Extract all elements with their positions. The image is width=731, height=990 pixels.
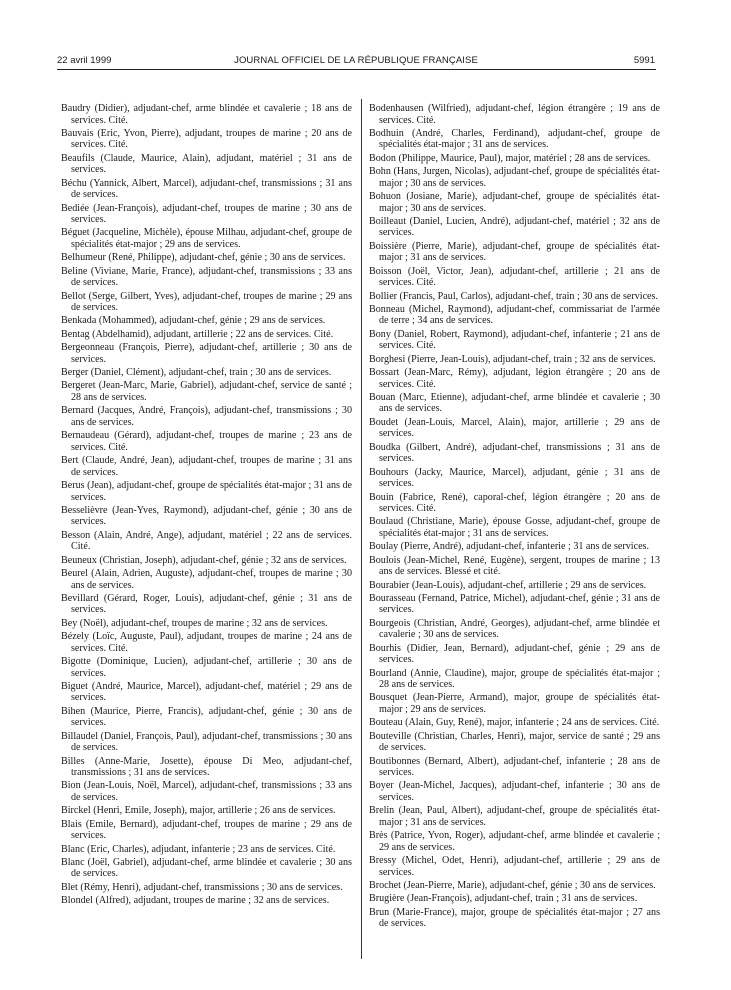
citation-entry: Birckel (Henri, Emile, Joseph), major, artillerie ; 26 ans de services. [61,805,336,817]
citation-entry: Bihen (Maurice, Pierre, Francis), adjudant-chef, génie ; 30 ans de services. [61,705,352,729]
citation-entry: Bourgeois (Christian, André, Georges), adjudant-chef, arme blindée et cavalerie ; 30 ans de services. [369,617,660,641]
citation-entry: Bodhuin (André, Charles, Ferdinand), adjudant-chef, groupe de spécialités état-major ; 31 ans de services. [369,127,660,151]
citation-entry: Blanc (Eric, Charles), adjudant, infanterie ; 23 ans de services. Cité. [61,843,336,855]
citation-entry: Boissière (Pierre, Marie), adjudant-chef, groupe de spécialités état-major ; 31 ans de services. [369,240,660,264]
citation-entry: Boudet (Jean-Louis, Marcel, Alain), major, artillerie ; 29 ans de services. [369,416,660,440]
right-column [369,103,660,932]
citation-entry: Bourabier (Jean-Louis), adjudant-chef, artillerie ; 29 ans de services. [369,579,647,591]
citation-entry: Bey (Noël), adjudant-chef, troupes de marine ; 32 ans de services. [61,617,328,629]
citation-entry: Béguet (Jacqueline, Michèle), épouse Milhau, adjudant-chef, groupe de spécialités état-major ; 29 ans de services. [61,227,352,250]
citation-entry: Bohuon (Josiane, Marie), adjudant-chef, groupe de spécialités état-major ; 30 ans de services. [369,191,660,214]
citation-entry: Bonneau (Michel, Raymond), adjudant-chef, commissariat de l'armée de terre ; 34 ans de services. [369,303,660,327]
citation-entry: Bouteville (Christian, Charles, Henri), major, service de santé ; 29 ans de services. [369,730,660,754]
citation-entry: Bergeonneau (François, Pierre), adjudant-chef, artillerie ; 30 ans de services. [61,342,352,365]
citation-entry: Beline (Viviane, Marie, France), adjudant-chef, transmissions ; 33 ans de services. [61,265,352,289]
citation-entry: Borghesi (Pierre, Jean-Louis), adjudant-chef, train ; 32 ans de services. [369,353,656,365]
citation-entry: Béchu (Yannick, Albert, Marcel), adjudant-chef, transmissions ; 31 ans de services. [61,177,352,201]
citation-entry: Bossart (Jean-Marc, Rémy), adjudant, légion étrangère ; 20 ans de services. Cité. [369,367,660,390]
citation-entry: Beuneux (Christian, Joseph), adjudant-chef, génie ; 32 ans de services. [61,554,347,566]
citation-entry: Boudka (Gilbert, André), adjudant-chef, transmissions ; 31 ans de services. [369,441,660,465]
citation-entry: Boyer (Jean-Michel, Jacques), adjudant-chef, infanterie ; 30 ans de services. [369,780,660,803]
citation-entry: Bediée (Jean-François), adjudant-chef, troupes de marine ; 30 ans de services. [61,202,352,226]
citation-entry: Bernaudeau (Gérard), adjudant-chef, troupes de marine ; 23 ans de services. Cité. [61,430,352,453]
citation-entry: Bourhis (Didier, Jean, Bernard), adjudant-chef, génie ; 29 ans de services. [369,642,660,666]
page-header [57,53,655,69]
citation-entry: Bert (Claude, André, Jean), adjudant-chef, troupes de marine ; 31 ans de services. [61,455,352,478]
citation-entry: Bouin (Fabrice, René), caporal-chef, légion étrangère ; 20 ans de services. Cité. [369,491,660,515]
citation-entry: Biguet (André, Maurice, Marcel), adjudant-chef, matériel ; 29 ans de services. [61,680,352,704]
citation-entry: Brugière (Jean-François), adjudant-chef, train ; 31 ans de services. [369,893,638,905]
citation-entry: Baudry (Didier), adjudant-chef, arme blindée et cavalerie ; 18 ans de services. Cité. [61,103,352,126]
citation-entry: Bergeret (Jean-Marc, Marie, Gabriel), adjudant-chef, service de santé ; 28 ans de services. [61,380,352,403]
citation-entry: Bourland (Annie, Claudine), major, groupe de spécialités état-major ; 28 ans de services. [369,667,660,691]
citation-entry: Boisson (Joël, Victor, Jean), adjudant-chef, artillerie ; 21 ans de services. Cité. [369,265,660,289]
citation-entry: Billes (Anne-Marie, Josette), épouse Di Meo, adjudant-chef, transmissions ; 31 ans de services. [61,755,352,779]
citation-entry: Brès (Patrice, Yvon, Roger), adjudant-chef, arme blindée et cavalerie ; 29 ans de services. [369,830,660,853]
citation-entry: Bion (Jean-Louis, Noël, Marcel), adjudant-chef, transmissions ; 33 ans de services. [61,780,352,803]
citation-entry: Benkada (Mohammed), adjudant-chef, génie ; 29 ans de services. [61,315,326,327]
left-column [61,103,352,908]
citation-entry: Blondel (Alfred), adjudant, troupes de marine ; 32 ans de services. [61,895,330,907]
citation-entry: Bellot (Serge, Gilbert, Yves), adjudant-chef, troupes de marine ; 29 ans de services. [61,290,352,314]
citation-entry: Bollier (Francis, Paul, Carlos), adjudant-chef, train ; 30 ans de services. [369,290,658,302]
citation-entry: Beurel (Alain, Adrien, Auguste), adjudant-chef, troupes de marine ; 30 ans de services. [61,567,352,591]
citation-entry: Billaudel (Daniel, François, Paul), adjudant-chef, transmissions ; 30 ans de services. [61,730,352,754]
header-date: 22 avril 1999 [57,55,112,66]
citation-entry: Bourasseau (Fernand, Patrice, Michel), adjudant-chef, génie ; 31 ans de services. [369,592,660,616]
citation-entry: Berger (Daniel, Clément), adjudant-chef, train ; 30 ans de services. [61,367,332,379]
citation-entry: Brelin (Jean, Paul, Albert), adjudant-chef, groupe de spécialités état-major ; 31 ans de services. [369,805,660,828]
citation-entry: Bouteau (Alain, Guy, René), major, infanterie ; 24 ans de services. Cité. [369,717,660,729]
citation-entry: Boulois (Jean-Michel, René, Eugène), sergent, troupes de marine ; 13 ans de services. Blessé et cité. [369,554,660,578]
citation-entry: Bouhours (Jacky, Maurice, Marcel), adjudant, génie ; 31 ans de services. [369,466,660,490]
citation-entry: Bohn (Hans, Jurgen, Nicolas), adjudant-chef, groupe de spécialités état-major ; 30 ans de services. [369,166,660,189]
citation-entry: Brochet (Jean-Pierre, Marie), adjudant-chef, génie ; 30 ans de services. [369,880,656,891]
citation-entry: Bony (Daniel, Robert, Raymond), adjudant-chef, infanterie ; 21 ans de services. Cité. [369,328,660,352]
citation-entry: Bernard (Jacques, André, François), adjudant-chef, transmissions ; 30 ans de services. [61,405,352,428]
citation-entry: Bentag (Abdelhamid), adjudant, artillerie ; 22 ans de services. Cité. [61,328,334,340]
citation-entry: Bigotte (Dominique, Lucien), adjudant-chef, artillerie ; 30 ans de services. [61,655,352,679]
citation-entry: Berus (Jean), adjudant-chef, groupe de spécialités état-major ; 31 ans de services. [61,479,352,503]
citation-entry: Bézely (Loïc, Auguste, Paul), adjudant, troupes de marine ; 24 ans de services. Cité. [61,631,352,654]
citation-entry: Bauvais (Eric, Yvon, Pierre), adjudant, troupes de marine ; 20 ans de services. Cité. [61,127,352,151]
citation-entry: Blanc (Joël, Gabriel), adjudant-chef, arme blindée et cavalerie ; 30 ans de services. [61,856,352,880]
header-rule [57,69,656,70]
citation-entry: Bousquet (Jean-Pierre, Armand), major, groupe de spécialités état-major ; 29 ans de services. [369,692,660,715]
citation-entry: Besson (Alain, André, Ange), adjudant, matériel ; 22 ans de services. Cité. [61,529,352,553]
citation-entry: Brun (Marie-France), major, groupe de spécialités état-major ; 27 ans de services. [369,906,660,930]
citation-entry: Boutibonnes (Bernard, Albert), adjudant-chef, infanterie ; 28 ans de services. [369,755,660,779]
citation-entry: Boulay (Pierre, André), adjudant-chef, infanterie ; 31 ans de services. [369,541,649,553]
citation-entry: Bodenhausen (Wilfried), adjudant-chef, légion étrangère ; 19 ans de services. Cité. [369,103,660,126]
citation-entry: Boilleaut (Daniel, Lucien, André), adjudant-chef, matériel ; 32 ans de services. [369,215,660,239]
column-divider [361,99,362,959]
citation-entry: Boulaud (Christiane, Marie), épouse Gosse, adjudant-chef, groupe de spécialités état-major ; 31 ans de services. [369,516,660,539]
citation-entry: Blet (Rémy, Henri), adjudant-chef, transmissions ; 30 ans de services. [61,881,343,893]
citation-entry: Beaufils (Claude, Maurice, Alain), adjudant, matériel ; 31 ans de services. [61,152,352,176]
citation-entry: Besselièvre (Jean-Yves, Raymond), adjudant-chef, génie ; 30 ans de services. [61,504,352,528]
citation-entry: Bodon (Philippe, Maurice, Paul), major, matériel ; 28 ans de services. [369,152,651,164]
citation-entry: Bouan (Marc, Etienne), adjudant-chef, arme blindée et cavalerie ; 30 ans de services. [369,391,660,415]
citation-entry: Belhumeur (René, Philippe), adjudant-chef, génie ; 30 ans de services. [61,252,346,264]
page-number: 5991 [633,55,655,66]
citation-entry: Bressy (Michel, Odet, Henri), adjudant-chef, artillerie ; 29 ans de services. [369,855,660,878]
citation-entry: Bevillard (Gérard, Roger, Louis), adjudant-chef, génie ; 31 ans de services. [61,592,352,616]
citation-entry: Blais (Emile, Bernard), adjudant-chef, troupes de marine ; 29 ans de services. [61,818,352,842]
journal-title: JOURNAL OFFICIEL DE LA RÉPUBLIQUE FRANÇAISE [234,55,478,66]
